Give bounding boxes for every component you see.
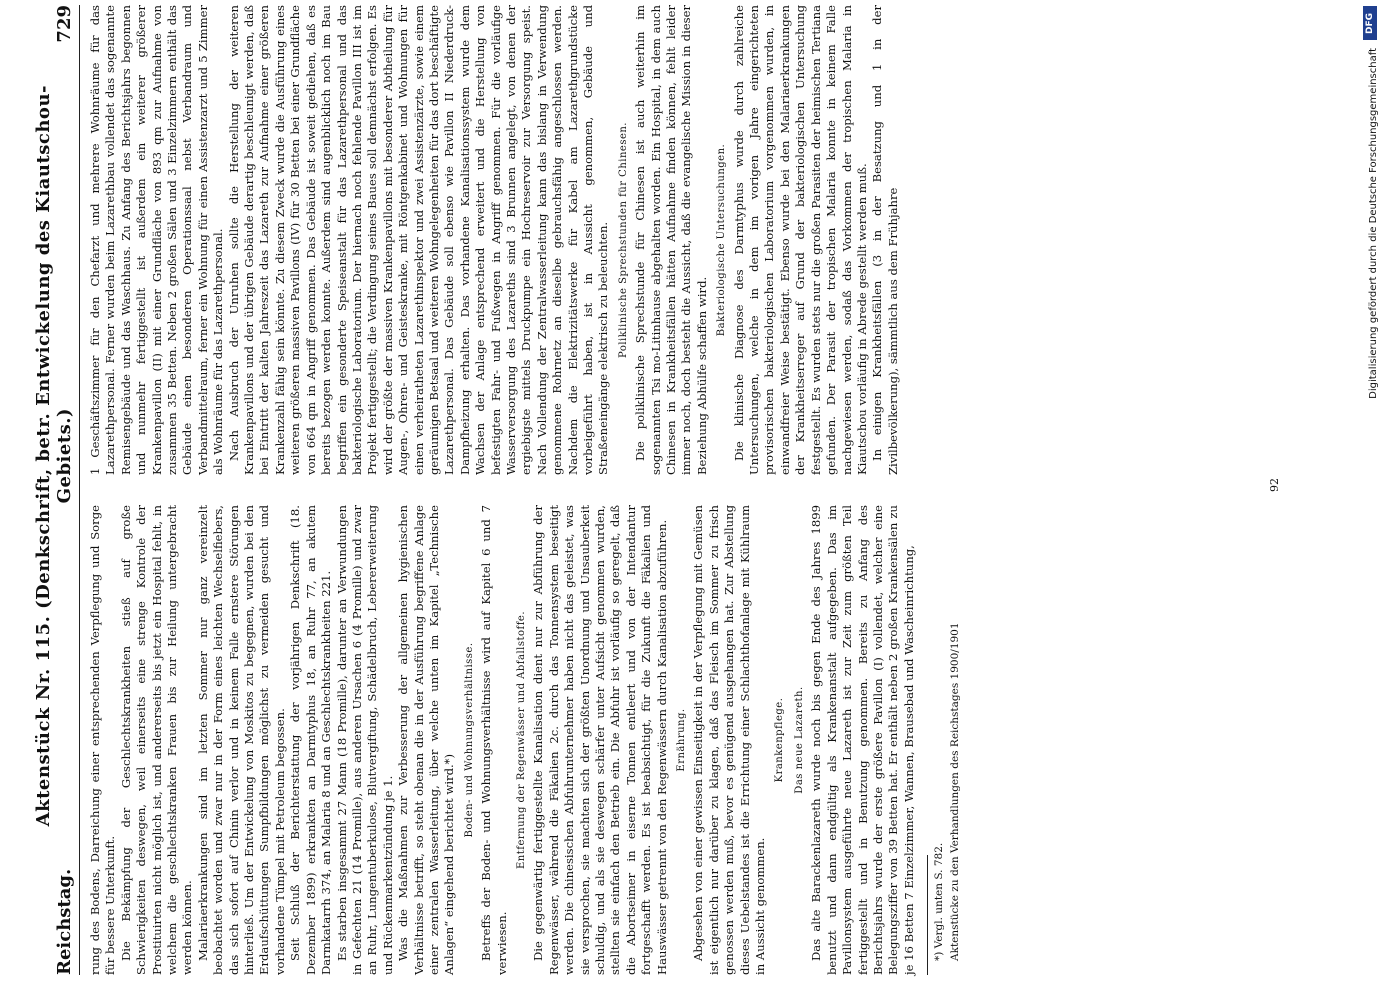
bottom-page-number: 92 (1268, 478, 1281, 492)
paragraph: Es starben insgesammt 27 Mann (18 Promille), darunter an Verwundungen in Gefechten 21 (14 Promille), aus anderen Ursachen 6 (4 Promille) und zwar an Ruhr, Lungentuberkulose, Blutvergiftung, Schädelbruch, Lebererweiterung und Rückenmarkentzündung je 1. (334, 505, 395, 975)
paragraph: Malariaerkrankungen sind im letzten Sommer nur ganz vereinzelt beobachtet worden und zwar nur in der Form eines leichten Wechselfiebers, das sich sofort auf Chinin verlor und in keinem Falle ernstere Störungen hinterließ. Um der Entwickelung von Moskitos zu begegnen, wurden bei den Erdaufschüttungen Sumpfbildungen möglichst zu vermeiden gesucht und vorhandene Tümpel mit Petroleum begossen. (195, 505, 287, 975)
dfg-logo-icon: DFG (1363, 6, 1377, 40)
paragraph: 1 Geschäftszimmer für den Chefarzt und mehrere Wohnräume für das Lazarethpersonal. Ferner wurden beim Lazarethbau vollendet das sogenannte Remisengebäude und das Waschhaus. Zu Anfang des Berichtsjahrs begonnen und nunmehr fertiggestellt ist außerdem ein weiterer größerer Krankenpavillon (II) mit einer Grundfläche von 893 qm zur Aufnahme von zusammen 35 Betten. Neben 2 großen Sälen und 3 Einzelzimmern enthält das Gebäude einen besonderen Operationssaal nebst Verbandraum und Verbandmittelraum, ferner ein Wohnung für einen Assistenzarzt und 5 Zimmer als Wohnräume für das Lazarethpersonal. (88, 5, 226, 475)
section-heading: Ernährung. (676, 708, 688, 772)
header-left: Reichstag. (54, 868, 75, 975)
section-heading: Entfernung der Regenwässer und Abfallstoffe. (515, 610, 527, 870)
paragraph: Die Bekämpfung der Geschlechtskrankheiten stieß auf große Schwierigkeiten deswegen, weil einerseits eine strenge Kontrole der Prostituirten nicht möglich ist, und andererseits bis jetzt ein Hospital fehlt, in welchem die geschlechtskranken Frauen bis zur Heilung untergebracht werden können. (118, 505, 195, 975)
paragraph: Abgesehen von einer gewissen Einseitigkeit in der Verpflegung mit Gemüsen ist eigentlich nur darüber zu klagen, daß das Fleisch im Sommer zu frisch genossen werden muß, bevor es genügend ausgehangen hat. Zur Abstellung dieses Uebelstandes ist die Errichtung einer Schlachthofanlage mit Kühlraum in Aussicht genommen. (691, 505, 768, 975)
left-column (88, 505, 963, 975)
paragraph: rung des Bodens, Darreichung einer entsprechenden Verpflegung und Sorge für bessere Unterkunft. (88, 505, 118, 975)
section-heading: Boden- und Wohnungsverhältnisse. (463, 642, 475, 838)
section-subheading: Das neue Lazareth. (793, 686, 805, 794)
footnote-rule (927, 855, 928, 975)
section-heading: Bakteriologische Untersuchungen. (716, 143, 728, 337)
source-line: Aktenstücke zu den Verhandlungen des Reichstages 1900/1901 (948, 622, 961, 961)
paragraph: Das alte Barackenlazareth wurde noch bis gegen Ende des Jahres 1899 benutzt und dann endgültig als Krankenanstalt aufgegeben. Das im Pavillonsystem ausgeführte neue Lazareth ist zur Zeit zum größten Teil fertiggestellt und in Benutzung genommen. Bereits zu Anfang des Berichtsjahrs wurde der erste größere Pavillon (I) vollendet, welcher eine Belegungsziffer von 39 Betten hat. Er enthält neben 2 großen Krankensälen zu je 16 Betten 7 Einzelzimmer, Wannen, Brausebad und Wascheinrichtung, (809, 505, 916, 975)
paragraph: Seit Schluß der Berichterstattung der vorjährigen Denkschrift (18. Dezember 1899) erkrankten an Darmtyphus 18, an Ruhr 77, an akutem Darmkatarrh 374, an Malaria 8 und an Geschlechtskrankheiten 221. (288, 505, 334, 975)
page-header (33, 5, 80, 975)
digitization-note: Digitalisierung gefördert durch die Deutsche Forschungsgemeinschaft (1368, 48, 1379, 399)
footnote: *) Vergl. unten S. 782. (933, 842, 946, 961)
right-column (88, 5, 901, 475)
section-heading: Poliklinische Sprechstunden für Chinesen. (617, 122, 629, 358)
header-title: Aktenstück Nr. 115. (Denkschrift, betr. Entwickelung des Kiautschou-Gebiets.) (33, 85, 75, 827)
paragraph: Nach Ausbruch der Unruhen sollte die Herstellung der weiteren Krankenpavillons und der übrigen Gebäude derartig beschleunigt werden, daß bei Eintritt der kalten Jahreszeit das Lazareth zur Aufnahme einer größeren Krankenzahl fähig sein könnte. Zu diesem Zweck wurde die Ausführung eines weiteren größeren massiven Pavillons (IV) für 30 Betten bei einer Grundfläche von 664 qm in Angriff genommen. Das Gebäude ist soweit gediehen, daß es bereits bezogen werden konnte. Außerdem sind augenblicklich noch im Bau begriffen ein gesonderte Speiseanstalt für das Lazarethpersonal und das bakteriologische Laboratorium. Der hiernach noch fehlende Pavillon III ist im Projekt fertiggestellt; die Verdingung seines Baues soll demnächst erfolgen. Es wird der größte der massiven Krankenpavillons mit besonderer Abtheilung für Augen-, Ohren- und Geisteskranke, mit Röntgenkabinet und Wohnungen für einen verheiratheten Lazarethinspektor und zwei Assistenzärzte, sowie einem geräumigen Betsaal und weiteren Wohngelegenheiten für das dort beschäftigte Lazarethpersonal. Das Gebäude soll ebenso wie Pavillon II Niederdruck-Dampfheizung erhalten. Das vorhandene Kanalisationssystem wurde dem Wachsen der Anlage entsprechend erweitert und die Herstellung von befestigten Fahr- und Fußwegen in Angriff genommen. Für die vorläufige Wasserversorgung des Lazareths sind 3 Brunnen angelegt, von denen der ergiebigste mittels Druckpumpe ein Hochreservoir zur Versorgung speist. Nach Vollendung der Zentralwasserleitung kann das bislang in Verwendung genommene Rohrnetz an dieselbe gebrauchsfähig angeschlossen werden. Nachdem die Elektrizitätswerke für Kabel am Lazarethgrundstücke vorbeigeführt haben, ist in Aussicht genommen, Gebäude und Straßeneingänge elektrisch zu beleuchten. (226, 5, 611, 475)
document-page (33, 0, 1300, 985)
paragraph: Die poliklinische Sprechstunde für Chinesen ist auch weiterhin im sogenannten Tsi mo-Litinhause abgehalten worden. Ein Hospital, in dem auch Chinesen in Krankheitsfällen hätten Aufnahme finden können, fehlt leider immer noch, doch besteht die Aussicht, daß die evangelische Mission in dieser Beziehung Abhülfe schaffen wird. (633, 5, 709, 475)
paragraph: In einigen Krankheitsfällen (3 in der Besatzung und 1 in der Zivilbevölkerung), sämmtlich aus dem Frühjahre (870, 5, 900, 475)
section-heading: Krankenpflege. (774, 697, 786, 783)
paragraph: Die gegenwärtig fertiggestellte Kanalisation dient nur zur Abführung der Regenwässer, während die Fäkalien 2c. durch das Tonnensystem beseitigt werden. Die chinesischen Abfuhrunternehmer haben nicht das geleistet, was sie versprochen, sie machten sich der größten Unordnung und Unsauberkeit schuldig, und als sie deswegen schärfer unter Aufsicht genommen wurden, stellten sie einfach den Betrieb ein. Die Abfuhr ist vorläufig so geregelt, daß die Abortseimer in eiserne Tonnen entleert und von der Intendantur fortgeschafft werden. Es ist beabsichtigt, für die Zukunft die Fäkalien und Hauswässer getrennt von den Regenwässern durch Kanalisation abzuführen. (531, 505, 669, 975)
page-number: 729 (54, 5, 75, 43)
paragraph: Die klinische Diagnose des Darmtyphus wurde durch zahlreiche Untersuchungen, welche in dem im vorigen Jahre eingerichteten provisorischen bakteriologischen Laboratorium vorgenommen wurden, in einwandfreier Weise bestätigt. Ebenso wurde bei den Malariaerkrankungen der Krankheitserreger auf Grund der bakteriologischen Untersuchung festgestellt. Es wurden stets nur die großen Parasiten der heimischen Tertiana gefunden. Der Parasit der tropischen Malaria konnte in keinem Falle nachgewiesen werden, sodaß das Vorkommen der tropischen Malaria in Kiautschou vorläufig in Abrede gestellt werden muß. (731, 5, 869, 475)
paragraph: Betreffs der Boden- und Wohnungsverhältnisse wird auf Kapitel 6 und 7 verwiesen. (479, 505, 509, 975)
paragraph: Was die Maßnahmen zur Verbesserung der allgemeinen hygienischen Verhältnisse betrifft, so steht obenan die in der Ausführung begriffene Anlage einer zentralen Wasserleitung, über welche unten im Kapitel „Technische Anlagen“ eingehend berichtet wird.*) (396, 505, 457, 975)
